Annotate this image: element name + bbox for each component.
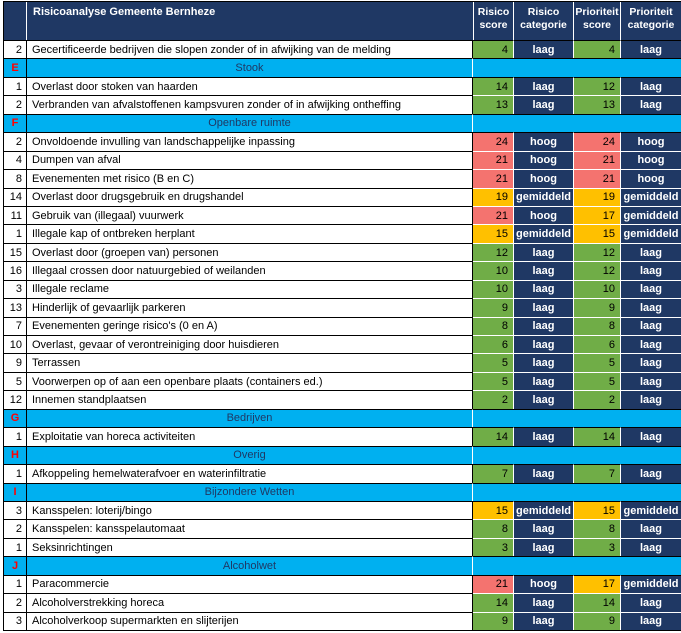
risico-score-cell[interactable]: 8 — [473, 519, 513, 537]
risico-categorie-cell[interactable]: hoog — [513, 206, 573, 224]
risico-score-cell[interactable]: 12 — [473, 243, 513, 261]
prioriteit-score-cell[interactable]: 5 — [573, 353, 620, 371]
risico-categorie-cell[interactable]: laag — [513, 243, 573, 261]
risico-score-cell[interactable]: 6 — [473, 335, 513, 353]
prioriteit-score-cell[interactable]: 14 — [573, 593, 620, 611]
description-cell[interactable]: Verbranden van afvalstoffenen kampsvuren zonder of in afwijking ontheffing — [27, 95, 473, 113]
risico-score-cell[interactable]: 13 — [473, 95, 513, 113]
risico-score-cell[interactable]: 19 — [473, 188, 513, 206]
description-cell[interactable]: Afkoppeling hemelwaterafvoer en waterinfiltratie — [27, 464, 473, 482]
prioriteit-score-cell[interactable]: 12 — [573, 243, 620, 261]
table-row — [4, 40, 681, 58]
row-number-cell[interactable]: 5 — [4, 372, 27, 390]
table-row — [4, 427, 681, 445]
header-corner-cell[interactable] — [4, 2, 27, 40]
section-band-cell[interactable] — [473, 409, 681, 427]
section-title-cell[interactable]: Openbare ruimte — [27, 114, 473, 132]
prioriteit-categorie-cell[interactable]: laag — [620, 280, 681, 298]
description-cell[interactable]: Illegaal crossen door natuurgebied of weilanden — [27, 261, 473, 279]
row-number-cell[interactable]: 1 — [4, 224, 27, 242]
section-letter-cell[interactable]: J — [4, 556, 27, 574]
table-row — [4, 95, 681, 113]
prioriteit-categorie-cell[interactable]: hoog — [620, 151, 681, 169]
risico-categorie-cell[interactable]: gemiddeld — [513, 188, 573, 206]
prioriteit-score-cell[interactable]: 8 — [573, 317, 620, 335]
risico-categorie-cell[interactable]: laag — [513, 280, 573, 298]
description-cell[interactable]: Seksinrichtingen — [27, 538, 473, 556]
risico-categorie-cell[interactable]: laag — [513, 593, 573, 611]
table-row — [4, 390, 681, 408]
table-row — [4, 243, 681, 261]
section-band-cell[interactable] — [473, 556, 681, 574]
risico-categorie-cell[interactable]: hoog — [513, 132, 573, 150]
prioriteit-score-cell[interactable]: 3 — [573, 538, 620, 556]
description-cell[interactable]: Hinderlijk of gevaarlijk parkeren — [27, 298, 473, 316]
risico-score-cell[interactable]: 5 — [473, 372, 513, 390]
prioriteit-categorie-cell[interactable]: laag — [620, 593, 681, 611]
description-cell[interactable]: Exploitatie van horeca activiteiten — [27, 427, 473, 445]
row-number-cell[interactable]: 2 — [4, 95, 27, 113]
prioriteit-score-cell[interactable]: 2 — [573, 390, 620, 408]
prioriteit-categorie-cell[interactable]: laag — [620, 538, 681, 556]
section-row — [4, 483, 681, 501]
description-cell[interactable]: Innemen standplaatsen — [27, 390, 473, 408]
section-letter-cell[interactable]: E — [4, 58, 27, 76]
risico-score-cell[interactable]: 2 — [473, 390, 513, 408]
risico-categorie-cell[interactable]: laag — [513, 390, 573, 408]
table-row — [4, 280, 681, 298]
description-cell[interactable]: Onvoldoende invulling van landschappelijke inpassing — [27, 132, 473, 150]
risico-score-cell[interactable]: 8 — [473, 317, 513, 335]
table-row — [4, 169, 681, 187]
section-title-cell[interactable]: Bedrijven — [27, 409, 473, 427]
risico-categorie-cell[interactable]: laag — [513, 77, 573, 95]
prioriteit-categorie-cell[interactable]: hoog — [620, 169, 681, 187]
prioriteit-score-cell[interactable]: 13 — [573, 95, 620, 113]
row-number-cell[interactable]: 2 — [4, 40, 27, 58]
risico-score-cell[interactable]: 14 — [473, 593, 513, 611]
prioriteit-categorie-cell[interactable]: gemiddeld — [620, 501, 681, 519]
prioriteit-categorie-cell[interactable]: gemiddeld — [620, 188, 681, 206]
risico-score-cell[interactable]: 9 — [473, 612, 513, 630]
risico-categorie-cell[interactable]: laag — [513, 372, 573, 390]
risico-score-cell[interactable]: 10 — [473, 261, 513, 279]
table-title[interactable]: Risicoanalyse Gemeente Bernheze — [27, 2, 473, 40]
risico-score-cell[interactable]: 15 — [473, 501, 513, 519]
prioriteit-score-cell[interactable]: 6 — [573, 335, 620, 353]
risico-score-cell[interactable]: 21 — [473, 151, 513, 169]
section-title-cell[interactable]: Alcoholwet — [27, 556, 473, 574]
prioriteit-categorie-cell[interactable]: laag — [620, 612, 681, 630]
risico-categorie-cell[interactable]: laag — [513, 95, 573, 113]
section-row — [4, 58, 681, 76]
table-row — [4, 372, 681, 390]
prioriteit-score-cell[interactable]: 8 — [573, 519, 620, 537]
prioriteit-score-cell[interactable]: 14 — [573, 427, 620, 445]
table-row — [4, 77, 681, 95]
row-number-cell[interactable]: 8 — [4, 169, 27, 187]
column-header-risico-categorie[interactable]: Risico categorie — [513, 2, 573, 40]
table-row — [4, 188, 681, 206]
section-title-cell[interactable]: Bijzondere Wetten — [27, 483, 473, 501]
row-number-cell[interactable]: 9 — [4, 353, 27, 371]
section-row — [4, 114, 681, 132]
description-cell[interactable]: Overlast door (groepen van) personen — [27, 243, 473, 261]
row-number-cell[interactable]: 1 — [4, 575, 27, 593]
prioriteit-categorie-cell[interactable]: laag — [620, 519, 681, 537]
prioriteit-categorie-cell[interactable]: laag — [620, 298, 681, 316]
description-cell[interactable]: Evenementen met risico (B en C) — [27, 169, 473, 187]
description-cell[interactable]: Kansspelen: kansspelautomaat — [27, 519, 473, 537]
prioriteit-score-cell[interactable]: 15 — [573, 501, 620, 519]
row-number-cell[interactable]: 12 — [4, 390, 27, 408]
prioriteit-categorie-cell[interactable]: gemiddeld — [620, 206, 681, 224]
row-number-cell[interactable]: 15 — [4, 243, 27, 261]
description-cell[interactable]: Gebruik van (illegaal) vuurwerk — [27, 206, 473, 224]
section-letter-cell[interactable]: F — [4, 114, 27, 132]
prioriteit-score-cell[interactable]: 17 — [573, 206, 620, 224]
prioriteit-categorie-cell[interactable]: laag — [620, 95, 681, 113]
prioriteit-categorie-cell[interactable]: gemiddeld — [620, 575, 681, 593]
row-number-cell[interactable]: 3 — [4, 501, 27, 519]
row-number-cell[interactable]: 16 — [4, 261, 27, 279]
row-number-cell[interactable]: 3 — [4, 612, 27, 630]
risico-categorie-cell[interactable]: laag — [513, 261, 573, 279]
section-title-cell[interactable]: Stook — [27, 58, 473, 76]
row-number-cell[interactable]: 13 — [4, 298, 27, 316]
prioriteit-score-cell[interactable]: 4 — [573, 40, 620, 58]
section-row — [4, 556, 681, 574]
risico-categorie-cell[interactable]: laag — [513, 464, 573, 482]
risico-score-cell[interactable]: 9 — [473, 298, 513, 316]
description-cell[interactable]: Dumpen van afval — [27, 151, 473, 169]
section-band-cell[interactable] — [473, 58, 681, 76]
risico-score-cell[interactable]: 24 — [473, 132, 513, 150]
description-cell[interactable]: Overlast door stoken van haarden — [27, 77, 473, 95]
prioriteit-categorie-cell[interactable]: laag — [620, 372, 681, 390]
prioriteit-score-cell[interactable]: 24 — [573, 132, 620, 150]
table-row — [4, 206, 681, 224]
prioriteit-score-cell[interactable]: 5 — [573, 372, 620, 390]
risico-categorie-cell[interactable]: hoog — [513, 169, 573, 187]
description-cell[interactable]: Voorwerpen op of aan een openbare plaats (containers ed.) — [27, 372, 473, 390]
prioriteit-score-cell[interactable]: 17 — [573, 575, 620, 593]
section-letter-cell[interactable]: H — [4, 446, 27, 464]
risico-categorie-cell[interactable]: laag — [513, 612, 573, 630]
description-cell[interactable]: Terrassen — [27, 353, 473, 371]
risico-score-cell[interactable]: 21 — [473, 169, 513, 187]
risico-categorie-cell[interactable]: gemiddeld — [513, 501, 573, 519]
risk-analysis-table — [3, 1, 681, 631]
table-row — [4, 132, 681, 150]
risico-score-cell[interactable]: 14 — [473, 77, 513, 95]
prioriteit-categorie-cell[interactable]: hoog — [620, 132, 681, 150]
description-cell[interactable]: Overlast, gevaar of verontreiniging door huisdieren — [27, 335, 473, 353]
risico-categorie-cell[interactable]: laag — [513, 298, 573, 316]
section-band-cell[interactable] — [473, 114, 681, 132]
table-row — [4, 593, 681, 611]
table-row — [4, 575, 681, 593]
description-cell[interactable]: Alcoholverstrekking horeca — [27, 593, 473, 611]
table-row — [4, 612, 681, 630]
description-cell[interactable]: Evenementen geringe risico's (0 en A) — [27, 317, 473, 335]
prioriteit-categorie-cell[interactable]: laag — [620, 243, 681, 261]
description-cell[interactable]: Illegale kap of ontbreken herplant — [27, 224, 473, 242]
row-number-cell[interactable]: 11 — [4, 206, 27, 224]
risico-categorie-cell[interactable]: hoog — [513, 151, 573, 169]
section-letter-cell[interactable]: I — [4, 483, 27, 501]
prioriteit-categorie-cell[interactable]: laag — [620, 464, 681, 482]
description-cell[interactable]: Alcoholverkoop supermarkten en slijterijen — [27, 612, 473, 630]
row-number-cell[interactable]: 14 — [4, 188, 27, 206]
table-header — [4, 2, 681, 40]
prioriteit-score-cell[interactable]: 21 — [573, 151, 620, 169]
table-row — [4, 464, 681, 482]
risico-categorie-cell[interactable]: laag — [513, 353, 573, 371]
description-cell[interactable]: Paracommercie — [27, 575, 473, 593]
table-row — [4, 538, 681, 556]
row-number-cell[interactable]: 4 — [4, 151, 27, 169]
table-row — [4, 224, 681, 242]
column-header-prioriteit-score[interactable]: Prioriteit score — [573, 2, 620, 40]
prioriteit-score-cell[interactable]: 12 — [573, 77, 620, 95]
prioriteit-score-cell[interactable]: 9 — [573, 612, 620, 630]
risico-categorie-cell[interactable]: laag — [513, 317, 573, 335]
prioriteit-categorie-cell[interactable]: laag — [620, 317, 681, 335]
column-header-risico-score[interactable]: Risico score — [473, 2, 513, 40]
row-number-cell[interactable]: 3 — [4, 280, 27, 298]
description-cell[interactable]: Gecertificeerde bedrijven die slopen zonder of in afwijking van de melding — [27, 40, 473, 58]
risico-categorie-cell[interactable]: gemiddeld — [513, 224, 573, 242]
section-row — [4, 409, 681, 427]
column-header-prioriteit-categorie[interactable]: Prioriteit categorie — [620, 2, 681, 40]
section-band-cell[interactable] — [473, 446, 681, 464]
section-title-cell[interactable]: Overig — [27, 446, 473, 464]
row-number-cell[interactable]: 1 — [4, 538, 27, 556]
description-cell[interactable]: Kansspelen: loterij/bingo — [27, 501, 473, 519]
risico-categorie-cell[interactable]: laag — [513, 427, 573, 445]
risico-score-cell[interactable]: 21 — [473, 575, 513, 593]
section-letter-cell[interactable]: G — [4, 409, 27, 427]
table-row — [4, 353, 681, 371]
table-row — [4, 298, 681, 316]
risico-score-cell[interactable]: 10 — [473, 280, 513, 298]
prioriteit-score-cell[interactable]: 9 — [573, 298, 620, 316]
table-row — [4, 501, 681, 519]
prioriteit-score-cell[interactable]: 15 — [573, 224, 620, 242]
risico-score-cell[interactable]: 14 — [473, 427, 513, 445]
prioriteit-categorie-cell[interactable]: laag — [620, 261, 681, 279]
risico-categorie-cell[interactable]: hoog — [513, 575, 573, 593]
section-row — [4, 446, 681, 464]
prioriteit-score-cell[interactable]: 19 — [573, 188, 620, 206]
row-number-cell[interactable]: 2 — [4, 593, 27, 611]
prioriteit-score-cell[interactable]: 21 — [573, 169, 620, 187]
row-number-cell[interactable]: 1 — [4, 77, 27, 95]
risico-categorie-cell[interactable]: laag — [513, 538, 573, 556]
prioriteit-categorie-cell[interactable]: laag — [620, 353, 681, 371]
table-row — [4, 335, 681, 353]
prioriteit-categorie-cell[interactable]: laag — [620, 335, 681, 353]
risico-score-cell[interactable]: 4 — [473, 40, 513, 58]
row-number-cell[interactable]: 2 — [4, 132, 27, 150]
table-row — [4, 317, 681, 335]
prioriteit-score-cell[interactable]: 7 — [573, 464, 620, 482]
row-number-cell[interactable]: 1 — [4, 427, 27, 445]
risico-categorie-cell[interactable]: laag — [513, 519, 573, 537]
row-number-cell[interactable]: 10 — [4, 335, 27, 353]
prioriteit-categorie-cell[interactable]: laag — [620, 77, 681, 95]
prioriteit-score-cell[interactable]: 10 — [573, 280, 620, 298]
risico-categorie-cell[interactable]: laag — [513, 335, 573, 353]
row-number-cell[interactable]: 1 — [4, 464, 27, 482]
prioriteit-score-cell[interactable]: 12 — [573, 261, 620, 279]
section-band-cell[interactable] — [473, 483, 681, 501]
risico-score-cell[interactable]: 7 — [473, 464, 513, 482]
row-number-cell[interactable]: 2 — [4, 519, 27, 537]
description-cell[interactable]: Illegale reclame — [27, 280, 473, 298]
prioriteit-categorie-cell[interactable]: laag — [620, 40, 681, 58]
prioriteit-categorie-cell[interactable]: gemiddeld — [620, 224, 681, 242]
risico-score-cell[interactable]: 3 — [473, 538, 513, 556]
prioriteit-categorie-cell[interactable]: laag — [620, 427, 681, 445]
table-row — [4, 519, 681, 537]
prioriteit-categorie-cell[interactable]: laag — [620, 390, 681, 408]
risico-categorie-cell[interactable]: laag — [513, 40, 573, 58]
table-row — [4, 261, 681, 279]
table-row — [4, 151, 681, 169]
risico-score-cell[interactable]: 15 — [473, 224, 513, 242]
risico-score-cell[interactable]: 5 — [473, 353, 513, 371]
risico-score-cell[interactable]: 21 — [473, 206, 513, 224]
row-number-cell[interactable]: 7 — [4, 317, 27, 335]
description-cell[interactable]: Overlast door drugsgebruik en drugshandel — [27, 188, 473, 206]
